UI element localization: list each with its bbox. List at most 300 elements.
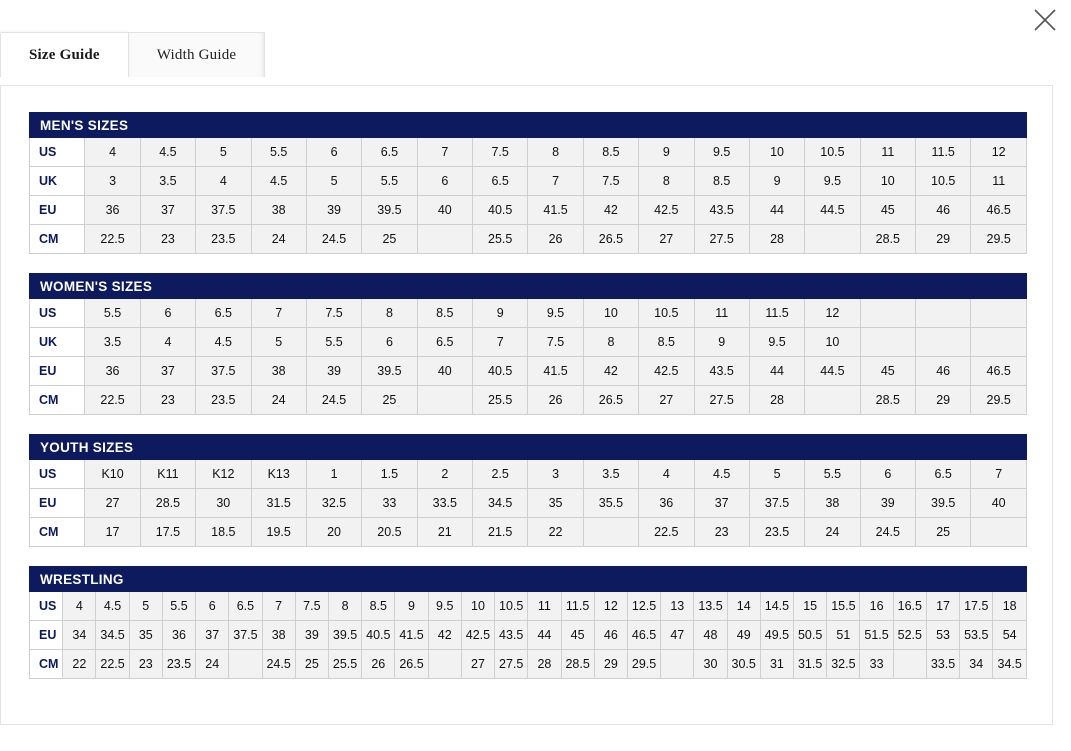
size-cell: 34.5 [993,650,1027,679]
size-cell: 5.5 [306,328,361,357]
size-cell: 40.5 [362,621,395,650]
size-cell: 37 [196,621,229,650]
table-header-cell [694,274,749,299]
size-cell: 39.5 [328,621,361,650]
size-cell: 5 [749,460,804,489]
size-cell: 38 [262,621,295,650]
row-label: EU [30,621,63,650]
size-cell: 43.5 [694,196,749,225]
table-header-cell [639,274,694,299]
row-label: UK [30,328,85,357]
table-row [30,386,1027,415]
size-cell: 3.5 [140,167,195,196]
size-cell: 4.5 [694,460,749,489]
size-cell: 27 [85,489,140,518]
size-cell: 31.5 [794,650,827,679]
table-header-cell [528,567,561,592]
size-cell: 13.5 [694,592,727,621]
table-header-cell [749,435,804,460]
size-cell: 19.5 [251,518,306,547]
size-cell: 39.5 [362,357,417,386]
size-cell: 36 [85,196,140,225]
table-header-cell [395,567,428,592]
size-cell: 10 [749,138,804,167]
size-cell: 5.5 [251,138,306,167]
table-header-cell [916,274,971,299]
size-cell: 42.5 [461,621,494,650]
table-header-cell [417,274,472,299]
size-cell: 5 [129,592,162,621]
size-cell: 7.5 [306,299,361,328]
size-cell: 17 [926,592,959,621]
size-cell: 4 [63,592,96,621]
table-header-cell [760,567,793,592]
table-row [30,650,1027,679]
size-cell: 43.5 [495,621,528,650]
table-header-cell [262,567,295,592]
size-cell: 6.5 [916,460,971,489]
size-cell: 9 [395,592,428,621]
table-header-cell [362,567,395,592]
size-cell: 4.5 [196,328,251,357]
size-cell: 10 [583,299,638,328]
size-cell: 2 [417,460,472,489]
size-cell: 7.5 [583,167,638,196]
size-cell: 14.5 [760,592,793,621]
size-cell: 39 [860,489,915,518]
size-cell: 8 [362,299,417,328]
size-cell: 21 [417,518,472,547]
size-cell: 51.5 [860,621,893,650]
size-cell: 38 [251,357,306,386]
size-cell: 11 [694,299,749,328]
table-header-cell [473,113,528,138]
size-cell: 5.5 [162,592,195,621]
table-header-cell [362,435,417,460]
size-cell: 8.5 [694,167,749,196]
size-cell [428,650,461,679]
size-cell: 2.5 [473,460,528,489]
size-cell: 8 [639,167,694,196]
table-header-cell [594,567,627,592]
size-cell: 5 [306,167,361,196]
size-cell: 46.5 [971,196,1027,225]
size-cell: 49 [727,621,760,650]
table-header-cell [916,113,971,138]
size-cell: 48 [694,621,727,650]
table-header-cell [583,113,638,138]
tab-size-guide[interactable] [0,32,129,77]
size-cell: 6.5 [473,167,528,196]
size-cell: 37.5 [229,621,262,650]
size-cell [805,225,860,254]
size-cell: 25 [916,518,971,547]
size-cell [860,299,915,328]
size-cell: 37 [694,489,749,518]
size-cell: 40 [971,489,1027,518]
size-cell: 26 [528,386,583,415]
size-cell: 5.5 [85,299,140,328]
table-header-cell [694,113,749,138]
size-cell [916,299,971,328]
size-cell: 7 [251,299,306,328]
size-cell: 3.5 [85,328,140,357]
table-header-cell [583,274,638,299]
size-cell: 24 [196,650,229,679]
size-cell: 30 [196,489,251,518]
table-header-cell [583,435,638,460]
size-table [29,566,1027,679]
table-header-cell [196,567,229,592]
size-cell: 23 [140,386,195,415]
size-cell: 32.5 [306,489,361,518]
size-cell: 45 [860,196,915,225]
size-cell: 15 [794,592,827,621]
table-header-cell [971,113,1027,138]
size-cell: 35.5 [583,489,638,518]
size-cell: 5 [196,138,251,167]
table-row [30,225,1027,254]
table-header-cell [916,435,971,460]
table-row [30,328,1027,357]
size-cell: 53 [926,621,959,650]
size-cell: K11 [140,460,195,489]
size-cell: 7.5 [473,138,528,167]
table-header-cell [295,567,328,592]
size-cell: 27.5 [495,650,528,679]
size-cell: 10 [805,328,860,357]
size-cell: 29.5 [627,650,660,679]
size-cell: 22 [528,518,583,547]
size-cell: 22.5 [85,386,140,415]
table-row [30,357,1027,386]
table-header-row [30,113,1027,138]
table-header-cell [749,113,804,138]
table-header-cell [306,274,361,299]
size-cell: 16.5 [893,592,926,621]
size-table [29,273,1027,415]
size-cell: 27 [461,650,494,679]
size-cell: 12 [971,138,1027,167]
size-cell: 41.5 [528,357,583,386]
size-cell: 47 [661,621,694,650]
size-cell: 34 [960,650,993,679]
size-tables [1,86,1052,679]
size-cell: 6 [362,328,417,357]
size-cell: 23.5 [196,386,251,415]
table-header-cell [893,567,926,592]
size-cell: 9 [473,299,528,328]
table-header-cell [473,274,528,299]
size-cell: 25.5 [473,386,528,415]
table-title: WOMEN'S SIZES [30,274,307,299]
size-cell: K13 [251,460,306,489]
tab-width-guide[interactable] [129,32,266,77]
size-cell: 18.5 [196,518,251,547]
size-cell: 6 [860,460,915,489]
size-cell: 25 [362,225,417,254]
size-cell: 6 [196,592,229,621]
size-cell: 26.5 [583,386,638,415]
size-cell: 9 [694,328,749,357]
size-cell: 52.5 [893,621,926,650]
table-header-cell [528,435,583,460]
size-cell: 20 [306,518,361,547]
table-header-cell [794,567,827,592]
size-cell: 4.5 [251,167,306,196]
table-header-cell [971,274,1027,299]
table-row [30,518,1027,547]
size-cell: 9.5 [805,167,860,196]
size-cell: 27 [639,386,694,415]
size-cell: 8.5 [417,299,472,328]
size-cell: 8.5 [583,138,638,167]
size-cell: 1.5 [362,460,417,489]
row-label: EU [30,357,85,386]
table-title: YOUTH SIZES [30,435,307,460]
size-cell: 11 [528,592,561,621]
table-header-cell [417,435,472,460]
size-cell: 28.5 [561,650,594,679]
size-cell: 5 [251,328,306,357]
size-cell: 10.5 [916,167,971,196]
size-cell: 37.5 [196,196,251,225]
size-cell: 23 [129,650,162,679]
table-row [30,299,1027,328]
size-cell: 15.5 [827,592,860,621]
size-cell: 28 [528,650,561,679]
table-header-cell [528,274,583,299]
table-header-cell [694,435,749,460]
table-header-cell [749,274,804,299]
size-cell: 16 [860,592,893,621]
size-cell: 27.5 [694,386,749,415]
table-header-row [30,567,1027,592]
size-cell: 9 [639,138,694,167]
size-cell: 38 [251,196,306,225]
size-cell: 11 [971,167,1027,196]
table-header-cell [860,435,915,460]
size-cell: 8.5 [362,592,395,621]
size-cell [916,328,971,357]
size-cell: 49.5 [760,621,793,650]
size-cell: 24 [251,225,306,254]
size-cell: 37.5 [749,489,804,518]
size-cell: 12 [805,299,860,328]
size-cell [860,328,915,357]
size-cell: 21.5 [473,518,528,547]
size-cell: 6.5 [417,328,472,357]
size-cell [661,650,694,679]
size-cell: 53.5 [960,621,993,650]
row-label: UK [30,167,85,196]
size-cell: 17.5 [960,592,993,621]
table-row [30,138,1027,167]
size-cell: 24.5 [262,650,295,679]
table-row [30,167,1027,196]
size-cell: 8 [583,328,638,357]
size-cell: 6 [417,167,472,196]
table-row [30,592,1027,621]
table-header-cell [860,113,915,138]
size-cell: 42.5 [639,357,694,386]
size-cell: 12.5 [627,592,660,621]
row-label: EU [30,196,85,225]
size-cell: 37.5 [196,357,251,386]
row-label: CM [30,650,63,679]
table-header-cell [971,435,1027,460]
table-header-cell [495,567,528,592]
size-cell: 40.5 [473,196,528,225]
size-cell: 7 [417,138,472,167]
row-label: CM [30,386,85,415]
size-cell: 28 [749,225,804,254]
size-cell: 24.5 [860,518,915,547]
size-cell: 33.5 [417,489,472,518]
size-cell: 4 [85,138,140,167]
size-cell: 9.5 [428,592,461,621]
size-cell: 33.5 [926,650,959,679]
size-cell: 11.5 [749,299,804,328]
size-cell: 37 [140,357,195,386]
table-row [30,621,1027,650]
table-header-cell [639,435,694,460]
size-cell: 43.5 [694,357,749,386]
size-cell: 50.5 [794,621,827,650]
table-header-cell [627,567,660,592]
size-cell: 5.5 [362,167,417,196]
size-cell [583,518,638,547]
size-cell [417,225,472,254]
table-header-cell [926,567,959,592]
size-cell: 34 [63,621,96,650]
size-cell: 36 [639,489,694,518]
size-cell: 7 [971,460,1027,489]
size-cell: 30 [694,650,727,679]
table-header-cell [694,567,727,592]
size-cell: 4 [639,460,694,489]
size-cell: 33 [860,650,893,679]
size-cell: 11 [860,138,915,167]
row-label: US [30,299,85,328]
size-cell: 46 [916,357,971,386]
size-cell: 33 [362,489,417,518]
size-cell: 22 [63,650,96,679]
table-header-cell [473,435,528,460]
table-title: MEN'S SIZES [30,113,307,138]
size-cell: 4.5 [96,592,129,621]
size-cell: 26.5 [395,650,428,679]
size-cell: 25 [362,386,417,415]
size-cell: 45 [561,621,594,650]
size-cell: 24 [251,386,306,415]
size-cell: 6.5 [229,592,262,621]
size-cell: 29 [594,650,627,679]
size-cell [229,650,262,679]
table-header-cell [528,113,583,138]
size-cell: 7.5 [295,592,328,621]
table-header-cell [461,567,494,592]
size-cell: 8.5 [639,328,694,357]
size-cell: 26.5 [583,225,638,254]
size-table [29,112,1027,254]
table-header-cell [727,567,760,592]
table-title: WRESTLING [30,567,163,592]
close-button[interactable] [1027,2,1063,38]
size-cell: 22.5 [639,518,694,547]
size-cell: 44 [749,196,804,225]
size-cell: 13 [661,592,694,621]
table-header-cell [860,567,893,592]
size-cell: 28 [749,386,804,415]
row-label: EU [30,489,85,518]
size-cell: 23.5 [749,518,804,547]
size-cell: 7 [528,167,583,196]
size-cell: 11.5 [916,138,971,167]
size-cell: 7.5 [528,328,583,357]
size-cell: 1 [306,460,361,489]
size-guide-panel [0,85,1053,725]
table-header-cell [229,567,262,592]
size-cell: 35 [129,621,162,650]
size-cell: 27 [639,225,694,254]
size-cell: 25 [295,650,328,679]
size-cell: 3 [85,167,140,196]
size-cell: 39 [306,357,361,386]
size-cell: 25.5 [328,650,361,679]
table-header-cell [561,567,594,592]
size-cell: 23.5 [196,225,251,254]
size-cell: 36 [85,357,140,386]
size-cell: 35 [528,489,583,518]
size-cell: 20.5 [362,518,417,547]
size-cell: 40 [417,196,472,225]
size-cell: 46.5 [971,357,1027,386]
size-cell: 4.5 [140,138,195,167]
size-cell: 23 [694,518,749,547]
size-cell [893,650,926,679]
size-cell: 54 [993,621,1027,650]
size-cell: 24 [805,518,860,547]
size-cell: 5.5 [805,460,860,489]
size-cell: 39 [295,621,328,650]
table-header-cell [661,567,694,592]
size-cell: 7 [473,328,528,357]
row-label: US [30,138,85,167]
size-cell: 38 [805,489,860,518]
size-cell: 18 [993,592,1027,621]
size-cell: 26 [362,650,395,679]
table-header-row [30,435,1027,460]
size-cell: 44.5 [805,357,860,386]
size-cell: 28.5 [140,489,195,518]
size-cell: 44 [749,357,804,386]
size-cell: 36 [162,621,195,650]
size-cell: 6 [140,299,195,328]
tab-bar [0,32,265,77]
size-cell: 29.5 [971,386,1027,415]
size-cell: 28.5 [860,225,915,254]
size-cell: 12 [594,592,627,621]
table-header-row [30,274,1027,299]
size-cell: 4 [140,328,195,357]
size-cell: 46 [916,196,971,225]
size-cell: 7 [262,592,295,621]
size-cell: 27.5 [694,225,749,254]
size-cell: 17 [85,518,140,547]
size-cell: 44.5 [805,196,860,225]
table-header-cell [328,567,361,592]
